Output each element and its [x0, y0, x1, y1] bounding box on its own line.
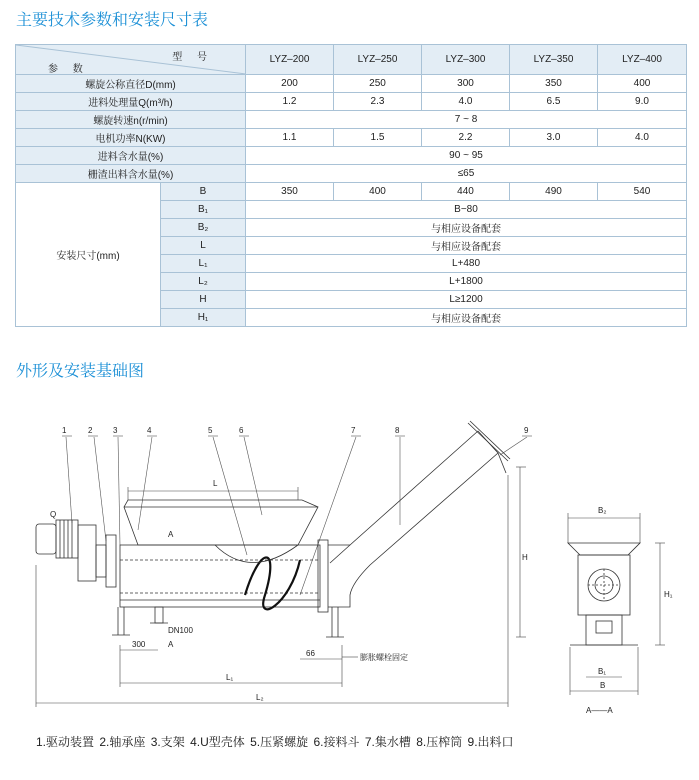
table-cell: 540 — [598, 183, 687, 201]
table-row — [16, 147, 687, 165]
dim-B: B — [600, 681, 606, 690]
table-cell: 250 — [334, 75, 422, 93]
legend-item: 7.集水槽 — [364, 735, 411, 749]
spec-table — [15, 44, 687, 327]
header-diagonal-cell — [16, 45, 246, 75]
dimension-labels — [132, 479, 528, 702]
row-label: L₁ — [161, 255, 246, 273]
row-label: 进料含水量(%) — [16, 147, 246, 165]
row-label: B — [161, 183, 246, 201]
row-label: H₁ — [161, 309, 246, 327]
table-cell: 90 ~ 95 — [246, 147, 687, 165]
callout-1: 1 — [62, 426, 67, 435]
table-cell: 490 — [510, 183, 598, 201]
callout-numbers — [62, 426, 529, 435]
table-cell: L≥1200 — [246, 291, 687, 309]
row-label: B₁ — [161, 201, 246, 219]
section-mark-a-bottom: A — [168, 640, 174, 649]
table-cell: 3.0 — [510, 129, 598, 147]
drawing-section-title: 外形及安装基础图 — [16, 363, 145, 380]
dim-B1: B₁ — [598, 667, 607, 676]
table-cell: 1.2 — [246, 93, 334, 111]
table-cell: 2.2 — [422, 129, 510, 147]
callout-6: 6 — [239, 426, 244, 435]
header-param-label: 参 数 — [48, 64, 89, 75]
section-view-shape — [568, 543, 640, 645]
table-cell: 1.5 — [334, 129, 422, 147]
table-row — [16, 129, 687, 147]
dim-L2: L₂ — [256, 693, 264, 702]
install-group-label: 安装尺寸(mm) — [16, 183, 161, 327]
dim-H1: H₁ — [664, 590, 673, 599]
model-cell: LYZ–250 — [334, 45, 422, 75]
table-cell: 4.0 — [422, 93, 510, 111]
table-row — [16, 93, 687, 111]
table-row — [16, 165, 687, 183]
dim-dn100: DN100 — [168, 626, 193, 635]
callout-4: 4 — [147, 426, 152, 435]
table-cell: 300 — [422, 75, 510, 93]
row-label: H — [161, 291, 246, 309]
table-cell: B−80 — [246, 201, 687, 219]
row-label: 螺旋公称直径D(mm) — [16, 75, 246, 93]
model-cell: LYZ–300 — [422, 45, 510, 75]
hopper-shape — [124, 500, 318, 545]
section-mark-a-top: A — [168, 530, 174, 539]
table-cell: ≤65 — [246, 165, 687, 183]
motor-label: Q — [50, 510, 57, 519]
legend-item: 9.出料口 — [467, 735, 514, 749]
table-cell: 6.5 — [510, 93, 598, 111]
row-label: 栅渣出料含水量(%) — [16, 165, 246, 183]
legend-item: 3.支架 — [150, 735, 185, 749]
dim-300: 300 — [132, 640, 146, 649]
table-cell: 2.3 — [334, 93, 422, 111]
table-cell: 1.1 — [246, 129, 334, 147]
table-cell: 400 — [334, 183, 422, 201]
legend-item: 1.驱动装置 — [36, 735, 95, 749]
header-model-label: 型 号 — [172, 52, 213, 63]
dim-H: H — [522, 553, 528, 562]
screw-spiral-shape — [245, 558, 300, 610]
table-row — [16, 111, 687, 129]
installation-drawing — [0, 395, 699, 725]
table-cell: 7 ~ 8 — [246, 111, 687, 129]
row-label: 电机功率N(KW) — [16, 129, 246, 147]
table-cell: 与相应设备配套 — [246, 309, 687, 327]
table-row — [16, 183, 687, 201]
legend-item: 8.压榨筒 — [416, 735, 463, 749]
model-cell: LYZ–350 — [510, 45, 598, 75]
parts-legend — [36, 733, 516, 750]
table-cell: 200 — [246, 75, 334, 93]
table-cell: 与相应设备配套 — [246, 237, 687, 255]
callout-9: 9 — [524, 426, 529, 435]
section-label: A——A — [586, 706, 613, 715]
legend-item: 4.U型壳体 — [190, 735, 245, 749]
callout-5: 5 — [208, 426, 213, 435]
callout-2: 2 — [88, 426, 93, 435]
table-cell: 与相应设备配套 — [246, 219, 687, 237]
trough-shape — [120, 540, 328, 612]
callout-7: 7 — [351, 426, 356, 435]
row-label: 螺旋转速n(r/min) — [16, 111, 246, 129]
table-header-row — [16, 45, 687, 75]
row-label: B₂ — [161, 219, 246, 237]
dim-66: 66 — [306, 649, 315, 658]
table-cell: L+480 — [246, 255, 687, 273]
legend-item: 5.压紧螺旋 — [250, 735, 309, 749]
legend-item: 2.轴承座 — [99, 735, 146, 749]
section-dims — [568, 513, 665, 695]
table-cell: 350 — [246, 183, 334, 201]
dim-L1: L₁ — [226, 673, 234, 682]
legend-item: 6.接料斗 — [313, 735, 360, 749]
spec-table-title: 主要技术参数和安装尺寸表 — [16, 12, 209, 29]
table-row — [16, 75, 687, 93]
dim-L: L — [213, 479, 218, 488]
model-cell: LYZ–400 — [598, 45, 687, 75]
table-cell: 440 — [422, 183, 510, 201]
table-cell: L+1800 — [246, 273, 687, 291]
bolt-note: 膨胀螺栓固定 — [360, 653, 408, 662]
row-label: L — [161, 237, 246, 255]
row-label: 进料处理量Q(m³/h) — [16, 93, 246, 111]
callout-3: 3 — [113, 426, 118, 435]
callout-8: 8 — [395, 426, 400, 435]
row-label: L₂ — [161, 273, 246, 291]
table-cell: 350 — [510, 75, 598, 93]
dim-B2: B₂ — [598, 506, 607, 515]
table-cell: 9.0 — [598, 93, 687, 111]
press-tube-shape — [328, 421, 510, 607]
table-cell: 4.0 — [598, 129, 687, 147]
support-legs — [112, 607, 344, 637]
table-cell: 400 — [598, 75, 687, 93]
model-cell: LYZ–200 — [246, 45, 334, 75]
